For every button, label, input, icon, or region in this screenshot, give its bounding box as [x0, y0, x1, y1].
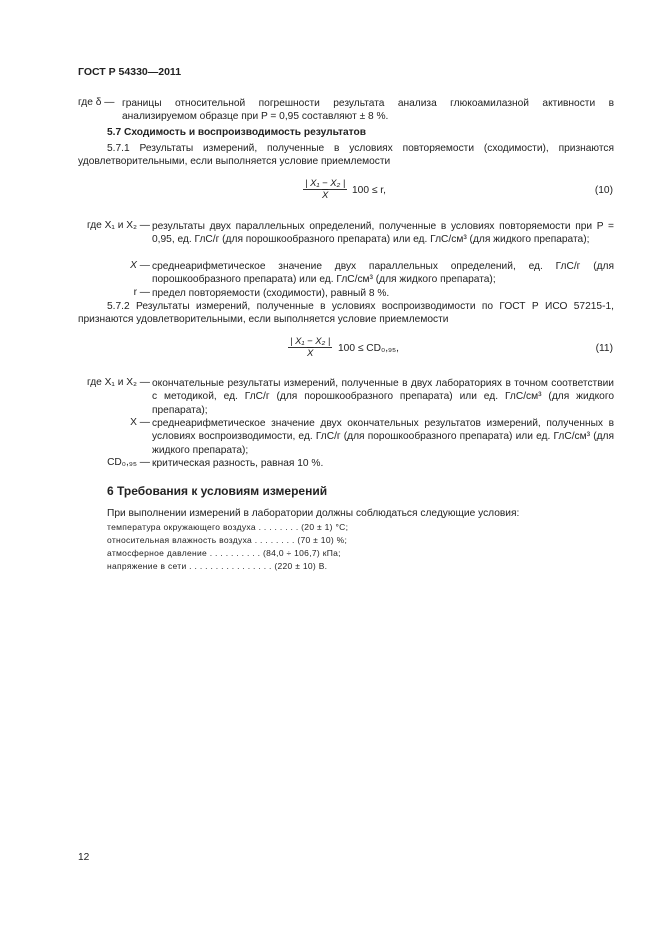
condition-voltage: напряжение в сети . . . . . . . . . . . . . . . . (220 ± 10) В.	[107, 561, 328, 571]
eq11-denominator: X	[307, 348, 314, 359]
def11-2-text: среднеарифметическое значение двух окончательных результатов измерений, полученных в условиях воспроизводимости, ед. ГлС/г (для порошкообразного препарата) или ед. ГлС/см³ (для жидкого препарата);	[152, 418, 614, 456]
eq11-numerator: | X₁ − X₂ |	[290, 336, 331, 347]
para-5-7-2: 5.7.2 Результаты измерений, полученные в условиях воспроизводимости по ГОСТ Р ИСО 57215-1, признаются удовлетворительными, если выполняется условие приемлемости	[78, 301, 614, 326]
def10-1-label: где X₁ и X₂ —	[86, 220, 150, 231]
section-6-title: 6 Требования к условиям измерений	[107, 484, 328, 498]
def11-1-text: окончательные результаты измерений, полученные в двух лабораториях в точном соответствии с методикой, ед. ГлС/г (для порошкообразного препарата) или ед. ГлС/см³ (для жидкого препарата);	[152, 378, 614, 416]
eq10-denominator: X	[322, 190, 329, 201]
eq10-number: (10)	[594, 185, 613, 196]
def11-1-label: где X₁ и X₂ —	[86, 377, 150, 388]
document-header: ГОСТ Р 54330—2011	[78, 66, 182, 78]
para-5-7-1: 5.7.1 Результаты измерений, полученные в условиях повторяемости (сходимости), признаются удовлетворительными, если выполняется условие приемлемости	[78, 143, 614, 168]
label-text: X —	[130, 260, 150, 271]
def10-3-text: предел повторяемости (сходимости), равный 8 %.	[152, 288, 390, 299]
def11-3-text: критическая разность, равная 10 %.	[152, 458, 324, 469]
label-text: где δ —	[78, 97, 115, 108]
condition-temperature: температура окружающего воздуха . . . . . . . . (20 ± 1) °С;	[107, 522, 349, 532]
condition-humidity: относительная влажность воздуха . . . . . . . . (70 ± 10) %;	[107, 535, 348, 545]
eq10-fraction	[303, 178, 347, 201]
def-delta-label	[78, 97, 118, 108]
def10-2-label	[0, 260, 150, 271]
section-5-7-title: 5.7 Сходимость и воспроизводимость результатов	[107, 127, 366, 138]
condition-pressure: атмосферное давление . . . . . . . . . . (84,0 ÷ 106,7) кПа;	[107, 548, 341, 558]
eq11-fraction	[288, 336, 332, 359]
eq10-numerator: | X₁ − X₂ |	[305, 178, 346, 189]
eq11-rhs: 100 ≤ CD₀,₉₅,	[338, 343, 399, 354]
def11-3-label: CD₀,₉₅ —	[107, 457, 150, 468]
def10-1-text: результаты двух параллельных определений, полученные в условиях повторяемости при P = 0,95, ед. ГлС/г (для порошкообразного препарата) или ед. ГлС/см³ (для жидкого препарата);	[152, 221, 614, 246]
def11-2-label: X —	[130, 417, 150, 428]
def-delta-text: границы относительной погрешности результата анализа глюкоамилазной активности в анализируемом образце при P = 0,95 составляют ± 8 %.	[122, 98, 614, 123]
def10-3-label: r —	[133, 287, 150, 298]
para-6: При выполнении измерений в лаборатории должны соблюдаться следующие условия:	[107, 508, 520, 519]
eq11-number: (11)	[595, 343, 613, 354]
def10-2-text: среднеарифметическое значение двух параллельных определений, ед. ГлС/г (для порошкообразного препарата) или ед. ГлС/см³ (для жидкого препарата);	[152, 261, 614, 286]
page-number: 12	[78, 852, 90, 863]
eq10-rhs: 100 ≤ r,	[352, 185, 386, 196]
